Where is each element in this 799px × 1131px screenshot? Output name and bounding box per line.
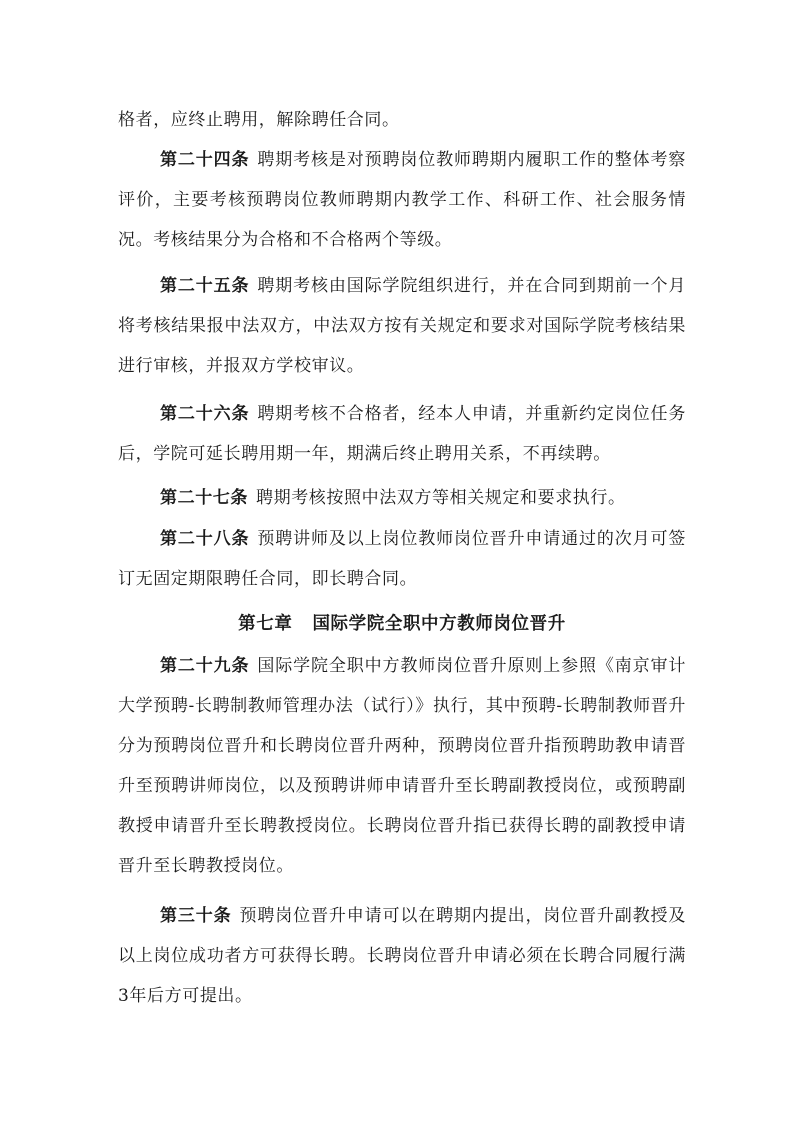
article-number: 第二十七条: [160, 488, 248, 508]
chapter-number: 第七章: [238, 614, 293, 634]
article-number: 第三十条: [160, 906, 232, 926]
article-27: [118, 478, 686, 518]
paragraph-text: 格者，应终止聘用，解除聘任合同。: [118, 110, 400, 130]
article-text: 预聘岗位晋升申请可以在聘期内提出，岗位晋升副教授及以上岗位成功者方可获得长聘。长聘岗位晋升申请必须在长聘合同履行满3年后方可提出。: [118, 906, 687, 1006]
article-text: 聘期考核不合格者，经本人申请，并重新约定岗位任务后，学院可延长聘用期一年，期满后终止聘用关系，不再续聘。: [118, 404, 686, 464]
article-text: 聘期考核是对预聘岗位教师聘期内履职工作的整体考察评价，主要考核预聘岗位教师聘期内教学工作、科研工作、社会服务情况。考核结果分为合格和不合格两个等级。: [118, 150, 686, 250]
article-text: 预聘讲师及以上岗位教师岗位晋升申请通过的次月可签订无固定期限聘任合同，即长聘合同。: [118, 529, 686, 589]
article-number: 第二十五条: [160, 276, 250, 296]
article-number: 第二十六条: [160, 404, 250, 424]
paragraph-continuation: [118, 100, 686, 140]
article-25: [118, 266, 686, 386]
chapter-title: 国际学院全职中方教师岗位晋升: [312, 614, 566, 634]
article-30: [118, 896, 686, 1016]
article-text: 国际学院全职中方教师岗位晋升原则上参照《南京审计大学预聘-长聘制教师管理办法（试行）》执行，其中预聘-长聘制教师晋升分为预聘岗位晋升和长聘岗位晋升两种，预聘岗位晋升指预聘助教申请晋升至预聘讲师岗位，以及预聘讲师申请晋升至长聘副教授岗位，或预聘副教授申请晋升至长聘教授岗位。长聘岗位晋升指已获得长聘的副教授申请晋升至长聘教授岗位。: [118, 656, 686, 876]
chapter-heading: [118, 604, 686, 644]
article-24: [118, 140, 686, 260]
article-text: 聘期考核按照中法双方等相关规定和要求执行。: [256, 488, 626, 508]
article-29: [118, 646, 686, 886]
article-text: 聘期考核由国际学院组织进行，并在合同到期前一个月将考核结果报中法双方，中法双方按有关规定和要求对国际学院考核结果进行审核，并报双方学校审议。: [118, 276, 686, 376]
article-number: 第二十四条: [160, 150, 250, 170]
article-number: 第二十八条: [160, 529, 250, 549]
article-number: 第二十九条: [160, 656, 250, 676]
article-26: [118, 394, 686, 474]
article-28: [118, 519, 686, 599]
